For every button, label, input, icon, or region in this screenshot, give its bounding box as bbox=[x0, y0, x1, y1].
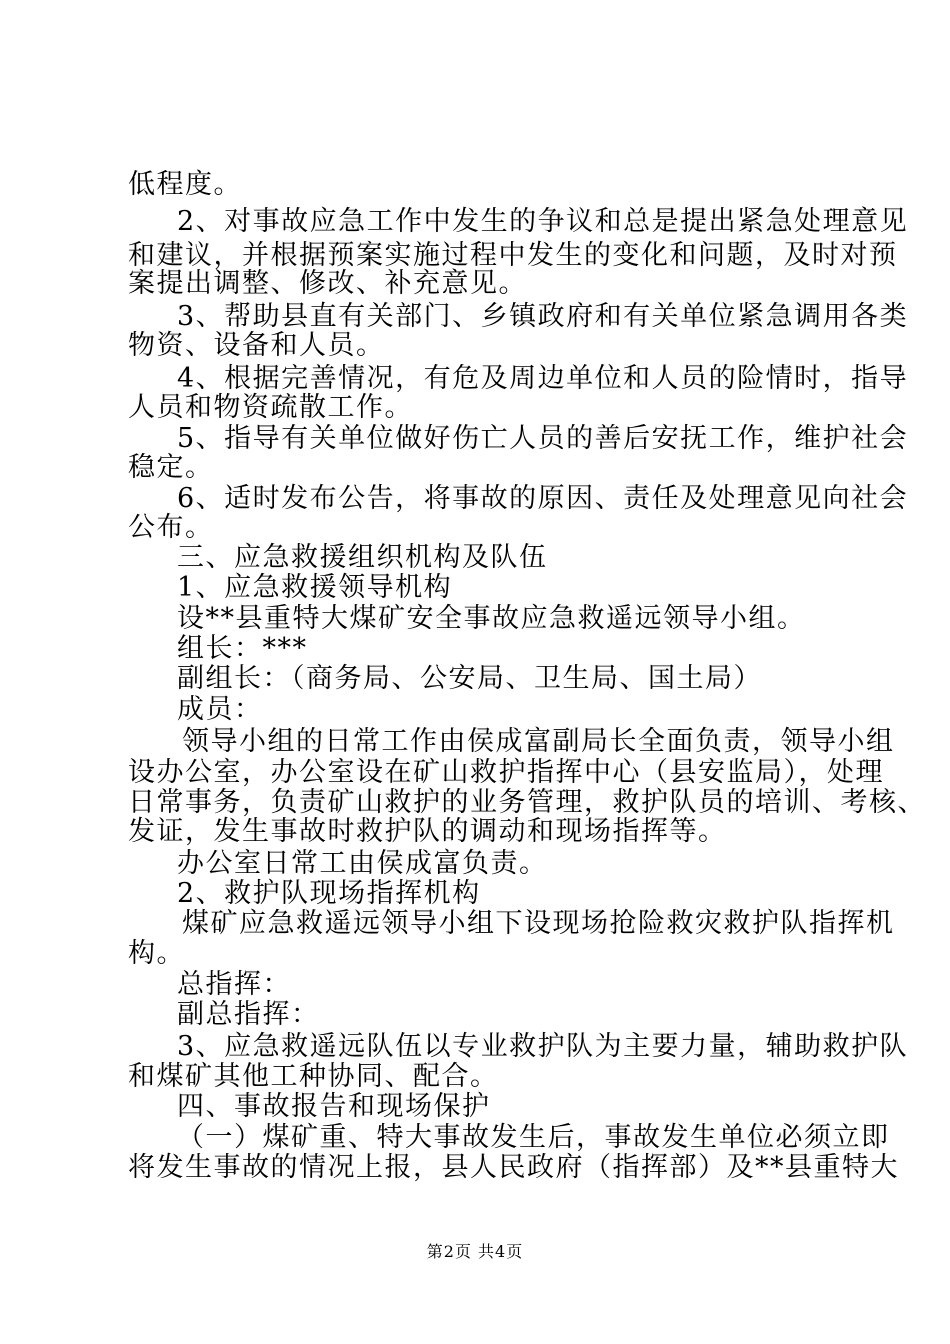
text-line: 领导小组的日常工作由侯成富副局长全面负责，领导小组 bbox=[182, 726, 895, 757]
text-line: 4、根据完善情况，有危及周边单位和人员的险情时，指导 bbox=[177, 363, 909, 394]
text-line: 发证，发生事故时救护队的调动和现场指挥等。 bbox=[128, 816, 727, 847]
text-line: 和煤矿其他工种协同、配合。 bbox=[128, 1061, 499, 1092]
text-line: 2、对事故应急工作中发生的争议和总是提出紧急处理意见 bbox=[177, 206, 909, 237]
text-line: 人员和物资疏散工作。 bbox=[128, 392, 413, 423]
text-line: 将发生事故的情况上报，县人民政府（指挥部）及**县重特大 bbox=[128, 1152, 899, 1183]
section-heading: 三、应急救援组织机构及队伍 bbox=[177, 542, 548, 573]
text-line: 构。 bbox=[128, 938, 185, 969]
text-line: 设办公室，办公室设在矿山救护指挥中心（县安监局），处理 bbox=[128, 757, 884, 788]
text-line: 成员： bbox=[177, 694, 263, 725]
text-line: 6、适时发布公告，将事故的原因、责任及处理意见向社会 bbox=[177, 483, 909, 514]
text-line: 煤矿应急救遥远领导小组下设现场抢险救灾救护队指挥机 bbox=[182, 908, 895, 939]
text-line: 副组长：（商务局、公安局、卫生局、国土局） bbox=[177, 663, 762, 694]
text-line: 和建议，并根据预案实施过程中发生的变化和问题，及时对预 bbox=[128, 240, 898, 271]
text-line: 设**县重特大煤矿安全事故应急救遥远领导小组。 bbox=[177, 603, 806, 634]
text-line: 日常事务，负责矿山救护的业务管理，救护队员的培训、考核、 bbox=[128, 787, 926, 818]
section-heading: 四、事故报告和现场保护 bbox=[177, 1091, 491, 1122]
page-number: 第2页 共4页 bbox=[426, 1242, 524, 1261]
text-line: 总指挥： bbox=[177, 969, 291, 1000]
text-line: 低程度。 bbox=[128, 169, 242, 200]
subsection-heading: 2、救护队现场指挥机构 bbox=[177, 878, 481, 909]
text-line: 组长：*** bbox=[177, 633, 308, 664]
text-line: 3、帮助县直有关部门、乡镇政府和有关单位紧急调用各类 bbox=[177, 301, 909, 332]
text-line: 3、应急救遥远队伍以专业救护队为主要力量，辅助救护队 bbox=[177, 1031, 909, 1062]
text-line: （一）煤矿重、特大事故发生后，事故发生单位必须立即 bbox=[177, 1122, 890, 1153]
text-line: 稳定。 bbox=[128, 452, 214, 483]
text-line: 办公室日常工由侯成富负责。 bbox=[177, 848, 548, 879]
text-line: 物资、设备和人员。 bbox=[128, 330, 385, 361]
text-line: 5、指导有关单位做好伤亡人员的善后安抚工作，维护社会 bbox=[177, 423, 909, 454]
text-line: 案提出调整、修改、补充意见。 bbox=[128, 268, 527, 299]
subsection-heading: 1、应急救援领导机构 bbox=[177, 572, 453, 603]
text-line: 公布。 bbox=[128, 512, 214, 543]
text-line: 副总指挥： bbox=[177, 999, 320, 1030]
